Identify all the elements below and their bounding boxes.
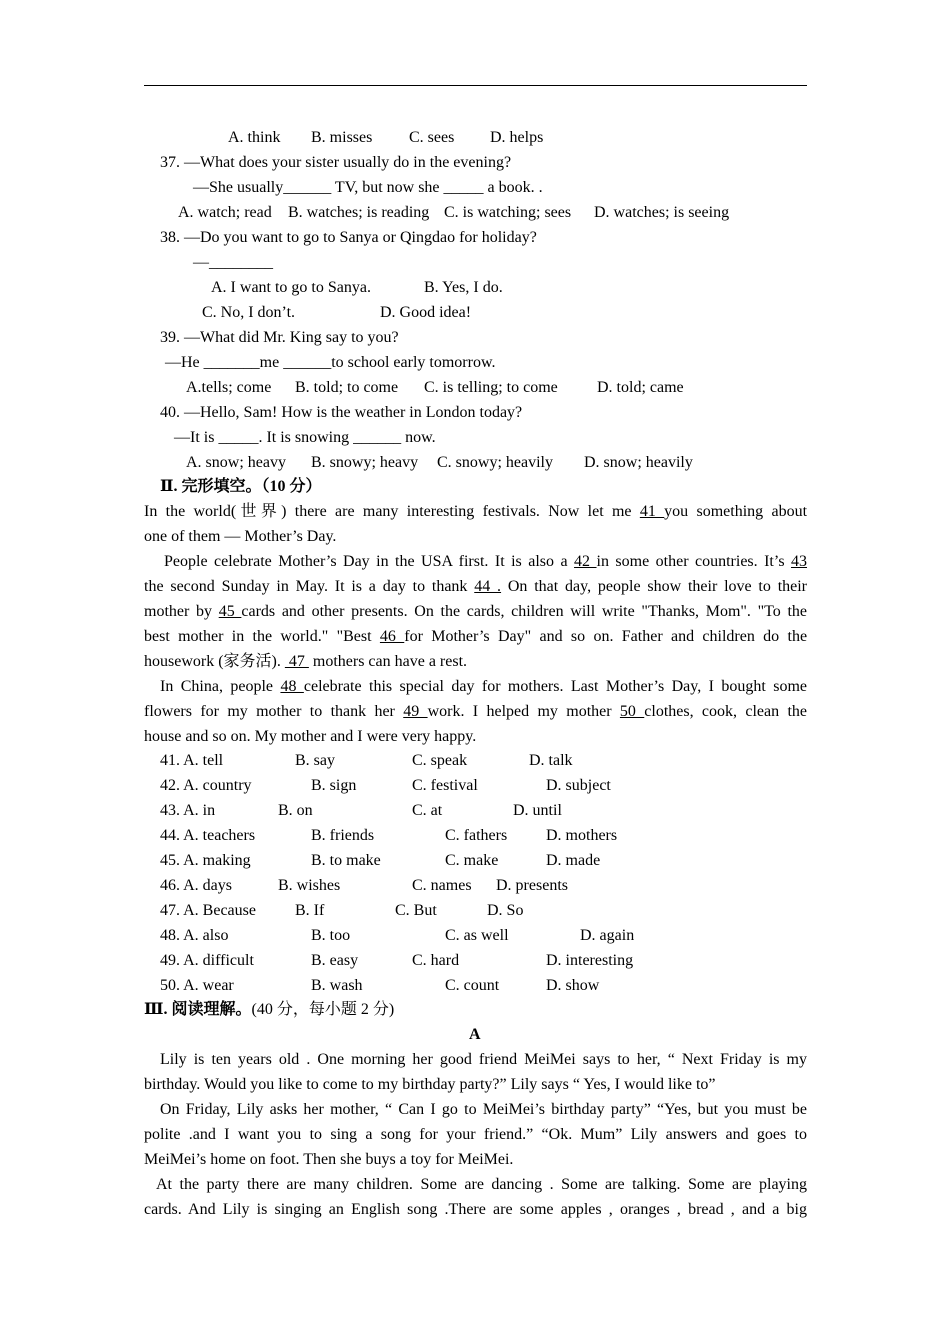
reading-line: On Friday, Lily asks her mother, “ Can I go to MeiMei’s birthday party” “Yes, but you must be [160,1101,807,1118]
passage-label: A [469,1026,481,1043]
option: 42. A. country [160,777,252,794]
option: C. is telling; to come [424,379,558,396]
cloze-p3-line1: In China, people 48 celebrate this special day for mothers. Last Mother’s Day, I bought some [160,678,808,695]
blank-47: 47 [284,653,309,670]
option: D. subject [546,777,611,794]
option: B. Yes, I do. [424,279,503,296]
q40-answer: —It is _____. It is snowing ______ now. [174,429,436,446]
option: C. festival [412,777,478,794]
reading-line: birthday. Would you like to come to my birthday party?” Lily says “ Yes, I would like to” [144,1076,716,1093]
option: C. make [445,852,499,869]
option: D. mothers [546,827,618,844]
option: 44. A. teachers [160,827,256,844]
option: 49. A. difficult [160,952,254,969]
option: B. easy [311,952,359,969]
option: D. show [546,977,600,994]
section2-title: Ⅱ. 完形填空。（10 分） [160,478,322,495]
option: 43. A. in [160,802,216,819]
cloze-p1-line2: one of them — Mother’s Day. [144,528,337,545]
option: A. I want to go to Sanya. [211,279,371,296]
section3-title: Ⅲ. 阅读理解。(40 分，每小题 2 分) [144,1001,395,1018]
option: D. until [513,802,562,819]
cloze-p2-line4: best mother in the world." "Best 46 for Mother’s Day" and so on. Father and children do the [144,628,808,645]
option: B. If [295,902,325,919]
cloze-p2-line5: housework (家务活). 47 mothers can have a rest. [144,653,468,670]
option: D. watches; is seeing [594,204,730,221]
option: D. interesting [546,952,634,969]
option: A.tells; come [186,379,272,396]
q39-question: 39. —What did Mr. King say to you? [160,329,399,346]
option: D. told; came [597,379,684,396]
option: C. snowy; heavily [437,454,553,471]
option: B. say [295,752,335,769]
blank-48: 48 [280,678,304,695]
reading-line: MeiMei’s home on foot. Then she buys a toy for MeiMei. [144,1151,514,1168]
option: B. watches; is reading [288,204,430,221]
header-rule [144,85,807,86]
option: B. friends [311,827,375,844]
option: B. on [278,802,313,819]
q37-answer: —She usually______ TV, but now she _____ a book. . [193,179,543,196]
blank-42: 42 [574,553,597,570]
blank-50: 50 [619,703,645,720]
option: C. is watching; sees [444,204,572,221]
option: C. hard [412,952,460,969]
option: B. to make [311,852,381,869]
cloze-p3-line2: flowers for my mother to thank her 49 work. I helped my mother 50 clothes, cook, clean the [144,703,808,720]
option: B. misses [311,129,373,146]
option: C. speak [412,752,468,769]
option: C. fathers [445,827,508,844]
option: 50. A. wear [160,977,234,994]
q37-question: 37. —What does your sister usually do in the evening? [160,154,512,171]
option: 45. A. making [160,852,251,869]
option: D. presents [496,877,568,894]
option: D. Good idea! [380,304,472,321]
option: C. at [412,802,443,819]
option: C. sees [409,129,455,146]
reading-line: At the party there are many children. Some are dancing . Some are talking. Some are playing [156,1176,807,1193]
option: B. sign [311,777,357,794]
reading-line: polite .and I want you to sing a song for your friend.” “Ok. Mum” Lily answers and goes to [144,1126,807,1143]
cloze-p2-line3: mother by 45 cards and other presents. On the cards, children will write "Thanks, Mom". "To the [144,603,808,620]
blank-49: 49 [403,703,428,720]
option: D. helps [490,129,544,146]
cloze-p1-line1: In the world(世界) there are many interesting festivals. Now let me 41 you something about [144,503,808,520]
reading-line: cards. And Lily is singing an English song .There are some apples , oranges , bread , and a big [144,1201,807,1218]
option: A. watch; read [178,204,272,221]
cloze-p3-line3: house and so on. My mother and I were very happy. [144,728,477,745]
option: 46. A. days [160,877,232,894]
option: C. count [445,977,500,994]
blank-46: 46 [379,628,405,645]
option: 41. A. tell [160,752,224,769]
option: B. told; to come [295,379,399,396]
option: 47. A. Because [160,902,256,919]
q38-question: 38. —Do you want to go to Sanya or Qingdao for holiday? [160,229,537,246]
option: D. made [546,852,601,869]
option: C. names [412,877,472,894]
option: B. wishes [278,877,341,894]
option: B. snowy; heavy [311,454,419,471]
option: B. wash [311,977,363,994]
option: D. again [580,927,635,944]
option: D. snow; heavily [584,454,693,471]
cloze-p2-line1: People celebrate Mother’s Day in the USA first. It is also a 42 in some other countries. It’s 43 [164,553,808,570]
blank-44: 44 . [474,578,502,595]
option: D. So [487,902,524,919]
option: B. too [311,927,351,944]
blank-41: 41 [639,503,665,520]
cloze-p2-line2: the second Sunday in May. It is a day to thank 44 . On that day, people show their love to their [144,578,808,595]
option: 48. A. also [160,927,229,944]
option: A. snow; heavy [186,454,286,471]
option: A. think [228,129,281,146]
q38-answer: —________ [193,254,273,271]
reading-line: Lily is ten years old . One morning her good friend MeiMei says to her, “ Next Friday is my [160,1051,807,1068]
option: C. But [395,902,437,919]
blank-45: 45 [218,603,242,620]
q39-answer: —He _______me ______to school early tomorrow. [165,354,496,371]
option: C. No, I don’t. [202,304,296,321]
option: C. as well [445,927,509,944]
q40-question: 40. —Hello, Sam! How is the weather in London today? [160,404,523,421]
blank-43: 43 [791,553,808,570]
option: D. talk [529,752,573,769]
